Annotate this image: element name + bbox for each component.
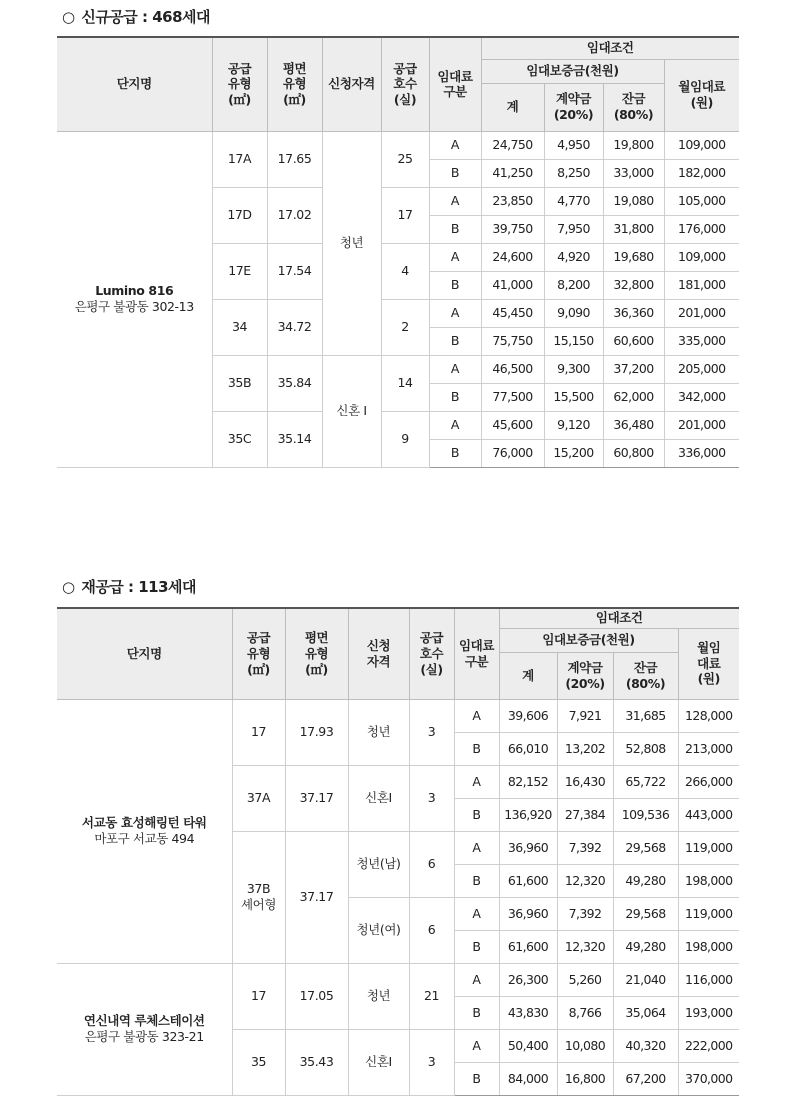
total-cell: 23,850 (481, 187, 544, 215)
total-cell: 41,000 (481, 271, 544, 299)
balance-cell: 49,280 (613, 930, 678, 963)
units-cell: 3 (409, 1029, 454, 1095)
balance-cell: 19,800 (603, 131, 664, 159)
monthly-cell: 109,000 (664, 131, 739, 159)
table-row (57, 699, 739, 732)
complex-name: Lumino 816 (95, 283, 174, 299)
balance-cell: 29,568 (613, 831, 678, 864)
qualification-cell: 청년 (348, 699, 409, 765)
area-type-cell: 37.17 (285, 765, 348, 831)
complex-address: 은평구 불광동 323-21 (84, 1029, 204, 1044)
area-type-cell: 17.54 (267, 243, 322, 299)
resupply-table (57, 607, 739, 1096)
contract-cell: 16,800 (557, 1062, 613, 1095)
rent-class-cell: B (429, 159, 481, 187)
supply-type-cell: 37A (232, 765, 285, 831)
monthly-cell: 443,000 (678, 798, 739, 831)
monthly-cell: 222,000 (678, 1029, 739, 1062)
supply-type-cell: 35C (212, 411, 267, 467)
total-cell: 39,750 (481, 215, 544, 243)
total-cell: 36,960 (499, 897, 557, 930)
area-type-cell: 17.05 (285, 963, 348, 1029)
header-supply-type: 공급 유형 (㎡) (212, 37, 267, 131)
supply-type-cell: 34 (212, 299, 267, 355)
contract-cell: 16,430 (557, 765, 613, 798)
total-cell: 46,500 (481, 355, 544, 383)
rent-class-cell: B (429, 383, 481, 411)
total-cell: 45,450 (481, 299, 544, 327)
contract-cell: 10,080 (557, 1029, 613, 1062)
header-complex: 단지명 (57, 37, 212, 131)
balance-cell: 32,800 (603, 271, 664, 299)
header-rent-conditions: 임대조건 (499, 608, 739, 628)
balance-cell: 21,040 (613, 963, 678, 996)
contract-cell: 8,250 (544, 159, 603, 187)
supply-type-cell: 35 (232, 1029, 285, 1095)
monthly-cell: 176,000 (664, 215, 739, 243)
complex-cell (57, 131, 212, 467)
contract-cell: 15,200 (544, 439, 603, 467)
total-cell: 41,250 (481, 159, 544, 187)
rent-class-cell: B (454, 930, 499, 963)
monthly-cell: 182,000 (664, 159, 739, 187)
monthly-cell: 198,000 (678, 864, 739, 897)
total-cell: 36,960 (499, 831, 557, 864)
balance-cell: 52,808 (613, 732, 678, 765)
monthly-cell: 370,000 (678, 1062, 739, 1095)
rent-class-cell: B (429, 327, 481, 355)
balance-cell: 60,600 (603, 327, 664, 355)
area-type-cell: 34.72 (267, 299, 322, 355)
units-cell: 21 (409, 963, 454, 1029)
contract-cell: 15,150 (544, 327, 603, 355)
area-type-cell: 35.84 (267, 355, 322, 411)
units-cell: 14 (381, 355, 429, 411)
rent-class-cell: A (454, 897, 499, 930)
total-cell: 136,920 (499, 798, 557, 831)
supply-type-cell: 17D (212, 187, 267, 243)
contract-cell: 12,320 (557, 930, 613, 963)
contract-cell: 7,921 (557, 699, 613, 732)
monthly-cell: 201,000 (664, 299, 739, 327)
balance-cell: 109,536 (613, 798, 678, 831)
total-cell: 24,750 (481, 131, 544, 159)
header-total: 계 (481, 83, 544, 131)
balance-cell: 19,080 (603, 187, 664, 215)
supply-type-cell: 17E (212, 243, 267, 299)
header-balance: 잔금 (80%) (603, 83, 664, 131)
monthly-cell: 128,000 (678, 699, 739, 732)
monthly-cell: 105,000 (664, 187, 739, 215)
total-cell: 84,000 (499, 1062, 557, 1095)
complex-address: 마포구 서교동 494 (94, 831, 195, 846)
total-cell: 75,750 (481, 327, 544, 355)
rent-class-cell: B (429, 439, 481, 467)
monthly-cell: 181,000 (664, 271, 739, 299)
qualification-cell: 신혼Ⅰ (348, 765, 409, 831)
contract-cell: 7,392 (557, 831, 613, 864)
qualification-cell: 청년 (348, 963, 409, 1029)
header-complex: 단지명 (57, 608, 232, 699)
rent-class-cell: B (429, 215, 481, 243)
contract-cell: 12,320 (557, 864, 613, 897)
total-cell: 50,400 (499, 1029, 557, 1062)
balance-cell: 65,722 (613, 765, 678, 798)
rent-class-cell: A (429, 299, 481, 327)
qualification-cell: 신혼 Ⅰ (322, 355, 381, 467)
area-type-cell: 17.93 (285, 699, 348, 765)
header-contract: 계약금 (20%) (557, 652, 613, 699)
monthly-cell: 116,000 (678, 963, 739, 996)
total-cell: 39,606 (499, 699, 557, 732)
total-cell: 82,152 (499, 765, 557, 798)
balance-cell: 36,360 (603, 299, 664, 327)
contract-cell: 8,200 (544, 271, 603, 299)
rent-class-cell: A (429, 243, 481, 271)
balance-cell: 33,000 (603, 159, 664, 187)
area-type-cell: 37.17 (285, 831, 348, 963)
contract-cell: 4,920 (544, 243, 603, 271)
total-cell: 77,500 (481, 383, 544, 411)
rent-class-cell: A (454, 765, 499, 798)
header-rent-class: 임대료 구분 (454, 608, 499, 699)
balance-cell: 37,200 (603, 355, 664, 383)
contract-cell: 4,770 (544, 187, 603, 215)
units-cell: 25 (381, 131, 429, 187)
contract-cell: 4,950 (544, 131, 603, 159)
monthly-cell: 119,000 (678, 897, 739, 930)
contract-cell: 9,300 (544, 355, 603, 383)
monthly-cell: 342,000 (664, 383, 739, 411)
circle-bullet-icon: ○ (62, 578, 75, 596)
total-cell: 66,010 (499, 732, 557, 765)
units-cell: 3 (409, 765, 454, 831)
balance-cell: 31,685 (613, 699, 678, 732)
rent-class-cell: A (454, 831, 499, 864)
section-title-text: 재공급 : 113세대 (81, 578, 197, 596)
header-supply-type: 공급 유형 (㎡) (232, 608, 285, 699)
balance-cell: 40,320 (613, 1029, 678, 1062)
header-rent-class: 임대료 구분 (429, 37, 481, 131)
table-row (57, 131, 739, 159)
header-monthly-rent: 월임 대료 (원) (678, 628, 739, 699)
total-cell: 61,600 (499, 864, 557, 897)
header-area-type: 평면 유형 (㎡) (267, 37, 322, 131)
balance-cell: 36,480 (603, 411, 664, 439)
monthly-cell: 109,000 (664, 243, 739, 271)
contract-cell: 8,766 (557, 996, 613, 1029)
circle-bullet-icon: ○ (62, 8, 75, 26)
units-cell: 4 (381, 243, 429, 299)
header-deposit: 임대보증금(천원) (481, 59, 664, 83)
monthly-cell: 213,000 (678, 732, 739, 765)
contract-cell: 27,384 (557, 798, 613, 831)
header-deposit: 임대보증금(천원) (499, 628, 678, 652)
area-type-cell: 17.02 (267, 187, 322, 243)
balance-cell: 31,800 (603, 215, 664, 243)
section-title-resupply (62, 576, 196, 597)
contract-cell: 15,500 (544, 383, 603, 411)
monthly-cell: 201,000 (664, 411, 739, 439)
contract-cell: 13,202 (557, 732, 613, 765)
section-title-new-supply (62, 6, 210, 27)
total-cell: 61,600 (499, 930, 557, 963)
balance-cell: 62,000 (603, 383, 664, 411)
area-type-cell: 35.14 (267, 411, 322, 467)
qualification-cell: 청년 (322, 131, 381, 355)
header-contract: 계약금 (20%) (544, 83, 603, 131)
monthly-cell: 335,000 (664, 327, 739, 355)
header-qualification: 신청자격 (322, 37, 381, 131)
rent-class-cell: B (454, 864, 499, 897)
monthly-cell: 198,000 (678, 930, 739, 963)
complex-name: 서교동 효성해링턴 타워 (81, 815, 207, 831)
total-cell: 43,830 (499, 996, 557, 1029)
balance-cell: 29,568 (613, 897, 678, 930)
contract-cell: 7,392 (557, 897, 613, 930)
rent-class-cell: A (429, 131, 481, 159)
balance-cell: 49,280 (613, 864, 678, 897)
rent-class-cell: A (454, 699, 499, 732)
supply-type-cell: 17 (232, 963, 285, 1029)
qualification-cell: 신혼Ⅰ (348, 1029, 409, 1095)
total-cell: 76,000 (481, 439, 544, 467)
supply-type-cell: 37B 셰어형 (232, 831, 285, 963)
header-total: 계 (499, 652, 557, 699)
rent-class-cell: A (429, 355, 481, 383)
monthly-cell: 336,000 (664, 439, 739, 467)
balance-cell: 67,200 (613, 1062, 678, 1095)
contract-cell: 9,090 (544, 299, 603, 327)
balance-cell: 60,800 (603, 439, 664, 467)
units-cell: 6 (409, 831, 454, 897)
rent-class-cell: A (429, 187, 481, 215)
header-area-type: 평면 유형 (㎡) (285, 608, 348, 699)
qualification-cell: 청년(남) (348, 831, 409, 897)
total-cell: 24,600 (481, 243, 544, 271)
header-rent-conditions: 임대조건 (481, 37, 739, 59)
new-supply-table (57, 36, 739, 468)
monthly-cell: 266,000 (678, 765, 739, 798)
contract-cell: 7,950 (544, 215, 603, 243)
rent-class-cell: B (454, 996, 499, 1029)
section-title-text: 신규공급 : 468세대 (81, 8, 211, 26)
monthly-cell: 193,000 (678, 996, 739, 1029)
units-cell: 2 (381, 299, 429, 355)
header-qualification: 신청 자격 (348, 608, 409, 699)
monthly-cell: 119,000 (678, 831, 739, 864)
units-cell: 6 (409, 897, 454, 963)
balance-cell: 35,064 (613, 996, 678, 1029)
total-cell: 45,600 (481, 411, 544, 439)
rent-class-cell: B (454, 1062, 499, 1095)
rent-class-cell: A (429, 411, 481, 439)
complex-name: 연신내역 루체스테이션 (83, 1013, 205, 1029)
table-row (57, 963, 739, 996)
complex-cell (57, 963, 232, 1095)
units-cell: 3 (409, 699, 454, 765)
rent-class-cell: A (454, 1029, 499, 1062)
rent-class-cell: B (454, 798, 499, 831)
balance-cell: 19,680 (603, 243, 664, 271)
units-cell: 9 (381, 411, 429, 467)
area-type-cell: 35.43 (285, 1029, 348, 1095)
contract-cell: 5,260 (557, 963, 613, 996)
units-cell: 17 (381, 187, 429, 243)
rent-class-cell: B (454, 732, 499, 765)
rent-class-cell: B (429, 271, 481, 299)
qualification-cell: 청년(여) (348, 897, 409, 963)
area-type-cell: 17.65 (267, 131, 322, 187)
header-monthly-rent: 월임대료 (원) (664, 59, 739, 131)
total-cell: 26,300 (499, 963, 557, 996)
supply-type-cell: 35B (212, 355, 267, 411)
header-units: 공급 호수 (실) (409, 608, 454, 699)
header-balance: 잔금 (80%) (613, 652, 678, 699)
header-units: 공급 호수 (실) (381, 37, 429, 131)
supply-type-cell: 17A (212, 131, 267, 187)
monthly-cell: 205,000 (664, 355, 739, 383)
supply-type-cell: 17 (232, 699, 285, 765)
complex-address: 은평구 불광동 302-13 (74, 299, 194, 314)
contract-cell: 9,120 (544, 411, 603, 439)
complex-cell (57, 699, 232, 963)
rent-class-cell: A (454, 963, 499, 996)
